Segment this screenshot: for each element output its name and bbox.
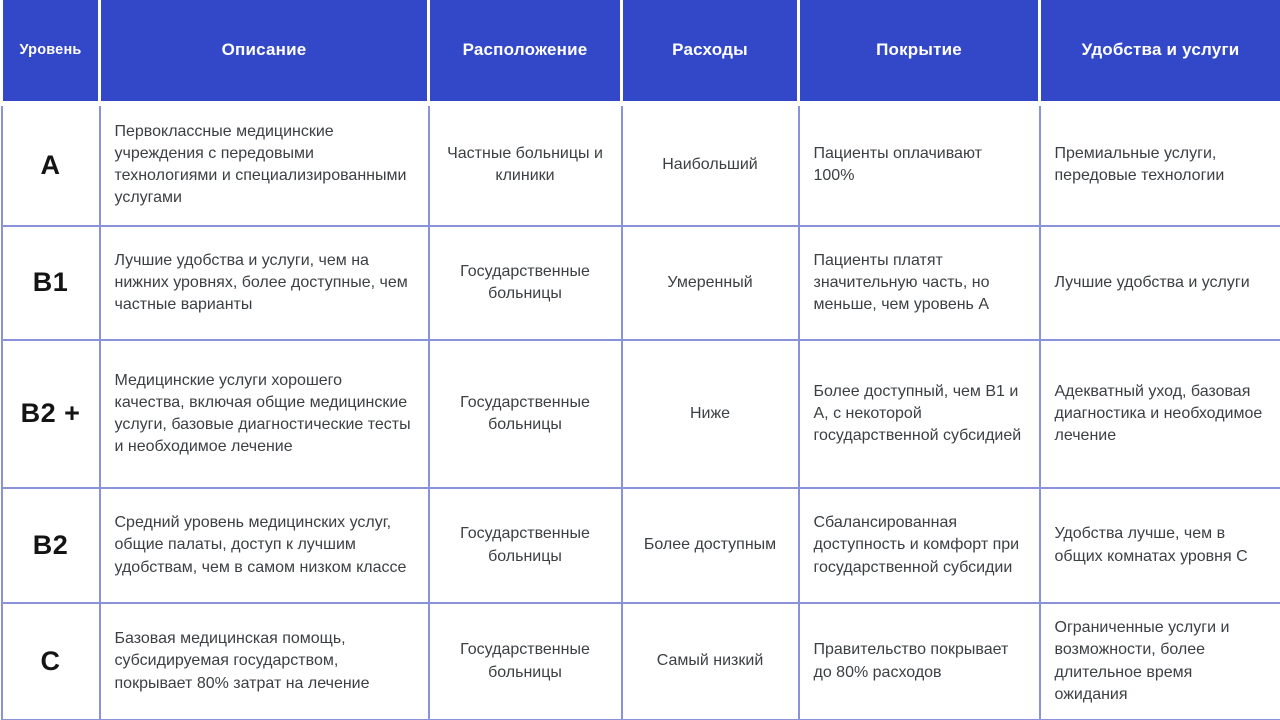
column-header-description: Описание <box>100 0 429 103</box>
cell-description: Первоклассные медицинские учреждения с передовыми технологиями и специализированными услугами <box>100 103 429 226</box>
cell-coverage: Сбалансированная доступность и комфорт при государственной субсидии <box>799 488 1040 603</box>
column-header-coverage: Покрытие <box>799 0 1040 103</box>
table-header-row <box>2 0 1280 103</box>
cell-amenities: Ограниченные услуги и возможности, более длительное время ожидания <box>1040 603 1280 720</box>
column-header-level: Уровень <box>2 0 100 103</box>
cell-costs: Самый низкий <box>622 603 799 720</box>
cell-costs: Наибольший <box>622 103 799 226</box>
cell-costs: Более доступным <box>622 488 799 603</box>
cell-description: Лучшие удобства и услуги, чем на нижних уровнях, более доступные, чем частные варианты <box>100 226 429 340</box>
column-header-costs: Расходы <box>622 0 799 103</box>
cell-location: Государственные больницы <box>429 340 622 488</box>
cell-description: Базовая медицинская помощь, субсидируемая государством, покрывает 80% затрат на лечение <box>100 603 429 720</box>
cell-costs: Умеренный <box>622 226 799 340</box>
cell-location: Частные больницы и клиники <box>429 103 622 226</box>
table-row-level-b2-plus <box>2 340 1280 488</box>
table-row-level-a <box>2 103 1280 226</box>
cell-amenities: Удобства лучше, чем в общих комнатах уровня С <box>1040 488 1280 603</box>
table-row-level-b1 <box>2 226 1280 340</box>
cell-description: Медицинские услуги хорошего качества, включая общие медицинские услуги, базовые диагностические тесты и необходимое лечение <box>100 340 429 488</box>
cell-level: A <box>2 103 100 226</box>
table-row-level-c <box>2 603 1280 720</box>
cell-location: Государственные больницы <box>429 488 622 603</box>
cell-coverage: Пациенты оплачивают 100% <box>799 103 1040 226</box>
cell-description: Средний уровень медицинских услуг, общие палаты, доступ к лучшим удобствам, чем в самом низком классе <box>100 488 429 603</box>
cell-amenities: Лучшие удобства и услуги <box>1040 226 1280 340</box>
cell-coverage: Пациенты платят значительную часть, но меньше, чем уровень А <box>799 226 1040 340</box>
cell-location: Государственные больницы <box>429 226 622 340</box>
cell-coverage: Более доступный, чем B1 и A, с некоторой государственной субсидией <box>799 340 1040 488</box>
column-header-location: Расположение <box>429 0 622 103</box>
cell-level: B1 <box>2 226 100 340</box>
cell-amenities: Адекватный уход, базовая диагностика и необходимое лечение <box>1040 340 1280 488</box>
cell-costs: Ниже <box>622 340 799 488</box>
table-row-level-b2 <box>2 488 1280 603</box>
cell-amenities: Премиальные услуги, передовые технологии <box>1040 103 1280 226</box>
cell-location: Государственные больницы <box>429 603 622 720</box>
cell-level: B2 + <box>2 340 100 488</box>
cell-level: B2 <box>2 488 100 603</box>
cell-coverage: Правительство покрывает до 80% расходов <box>799 603 1040 720</box>
column-header-amenities: Удобства и услуги <box>1040 0 1280 103</box>
cell-level: C <box>2 603 100 720</box>
